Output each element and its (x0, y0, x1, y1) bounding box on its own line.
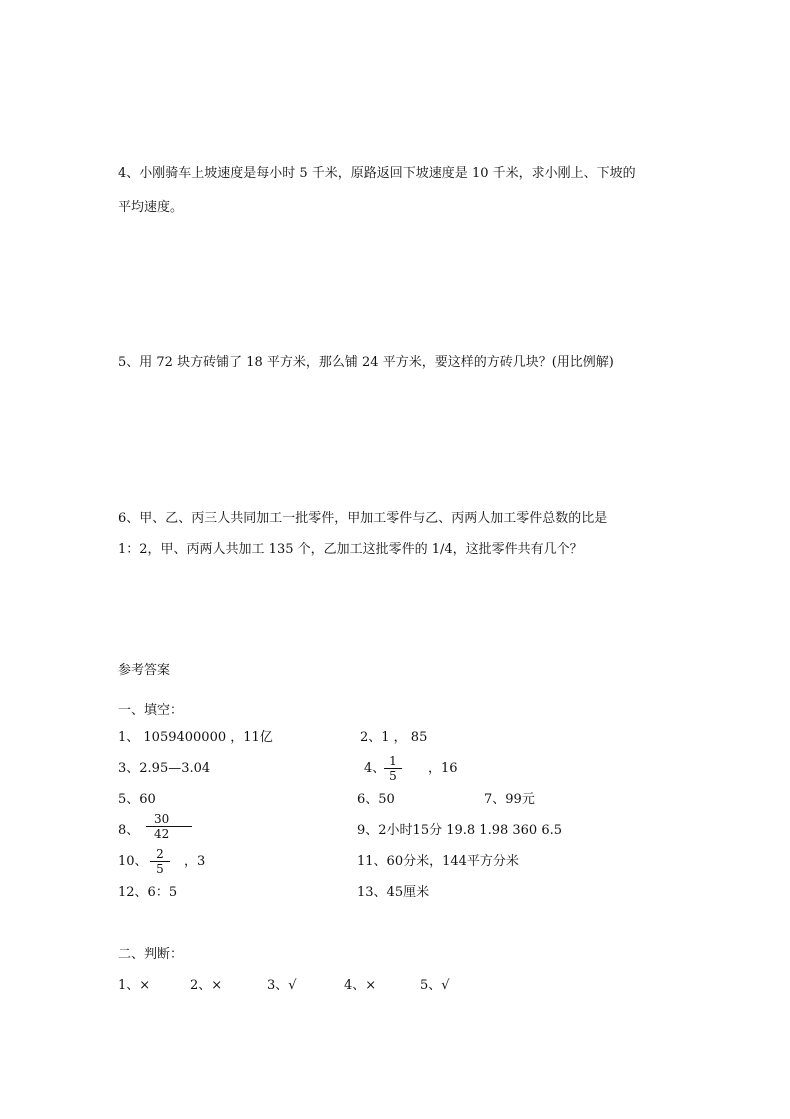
answers-heading: 参考答案 (118, 663, 171, 678)
answer-8-numerator: 30 (154, 812, 170, 826)
answer-4-suffix: ，16 (428, 761, 458, 776)
answer-10-prefix: 10、 (118, 854, 148, 869)
question-6-line-2: 1：2，甲、丙两人共加工 135 个，乙加工这批零件的 1/4，这批零件共有几个？ (118, 542, 583, 557)
question-4-line-2: 平均速度。 (118, 200, 184, 215)
answer-13: 13、45厘米 (357, 885, 430, 900)
judge-answer-3: 3、√ (267, 978, 297, 993)
question-5: 5、用 72 块方砖铺了 18 平方米，那么铺 24 平方米，要这样的方砖几块？(用比例解) (118, 355, 614, 370)
judge-answer-4: 4、× (344, 978, 377, 993)
question-6-line-1: 6、甲、乙、丙三人共同加工一批零件，甲加工零件与乙、丙两人加工零件总数的比是 (118, 511, 608, 526)
answer-10-numerator: 2 (156, 847, 164, 861)
answer-12: 12、6：5 (118, 885, 178, 900)
answer-4-fraction (384, 754, 402, 783)
section-2-title: 二、判断： (118, 947, 184, 962)
question-4-line-1: 4、小刚骑车上坡速度是每小时 5 千米，原路返回下坡速度是 10 千米，求小刚上、下坡的 (118, 166, 636, 181)
judge-answer-1: 1、× (118, 978, 151, 993)
answer-10-denominator: 5 (156, 862, 164, 876)
answer-4-numerator: 1 (389, 754, 397, 768)
section-1-title: 一、填空： (118, 703, 184, 718)
answer-9: 9、2小时15分 19.8 1.98 360 6.5 (357, 823, 562, 838)
answer-4-prefix: 4、 (364, 761, 386, 776)
answer-2: 2、1 ， 85 (360, 730, 428, 745)
answer-8-denominator: 42 (154, 827, 170, 841)
answer-10-suffix: ，3 (184, 854, 206, 869)
answer-8-fraction (146, 812, 192, 841)
answer-6: 6、50 (357, 792, 395, 807)
answer-5: 5、60 (118, 792, 156, 807)
answer-11: 11、60分米，144平方分米 (357, 854, 519, 869)
judge-answer-2: 2、× (190, 978, 223, 993)
answer-10-fraction (150, 847, 170, 876)
answer-7: 7、99元 (484, 792, 535, 807)
answer-3: 3、2.95—3.04 (118, 761, 211, 776)
answer-8-prefix: 8、 (118, 823, 140, 838)
answer-1: 1、 1059400000 ，11亿 (118, 730, 273, 745)
judge-answer-5: 5、√ (420, 978, 450, 993)
answer-4-denominator: 5 (389, 769, 397, 783)
